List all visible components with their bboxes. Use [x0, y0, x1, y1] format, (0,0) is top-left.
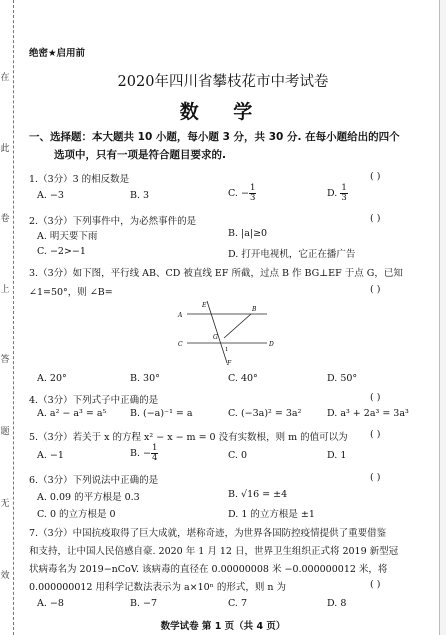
- question-4-text: 4.（3分）下列式子中正确的是: [29, 395, 159, 406]
- numerator: 1: [341, 183, 347, 193]
- q6-option-d: D. 1 的立方根是 ±1: [228, 509, 315, 520]
- q4-option-d: D. a³ + 2a³ = 3a³: [327, 408, 409, 419]
- answer-paren: ( ): [370, 171, 381, 182]
- question-2-text: 2.（3分）下列事件中，为必然事件的是: [29, 216, 197, 227]
- q7-option-d: D. 8: [327, 598, 347, 609]
- q3-option-c: C. 40°: [228, 373, 258, 384]
- q5-option-d: D. 1: [327, 450, 347, 461]
- geometry-figure: [175, 299, 285, 367]
- answer-paren: ( ): [370, 392, 381, 403]
- q5-option-c: C. 0: [228, 450, 248, 461]
- label-g: G: [213, 334, 218, 341]
- denominator: 4: [151, 453, 158, 463]
- label-c: C: [178, 341, 183, 348]
- answer-paren: ( ): [370, 213, 381, 224]
- q3-option-a: A. 20°: [37, 373, 67, 384]
- margin-char: 题: [0, 427, 10, 437]
- label-a: A: [178, 312, 183, 319]
- q6-option-a: A. 0.09 的平方根是 0.3: [37, 492, 140, 503]
- binding-line: [13, 0, 14, 635]
- numerator: 1: [249, 183, 256, 193]
- segment-bg: [224, 314, 251, 338]
- q6-option-b: B. √16 = ±4: [228, 489, 288, 500]
- subject-title: 数 学: [179, 101, 267, 123]
- q2-option-d: D. 打开电视机，它正在播广告: [228, 249, 356, 260]
- scrollbar[interactable]: [439, 0, 446, 635]
- q2-option-c: C. −2>−1: [37, 246, 86, 257]
- label-e: E: [202, 302, 207, 309]
- question-7-line-2: 和支持，让中国人民倍感自豪. 2020 年 1 月 12 日，世界卫生组织正式将 2019 新型冠: [29, 546, 399, 557]
- question-7-line-4: 0.000000012 用科学记数法表示为 a×10ⁿ 的形式，则 n 为: [29, 582, 287, 593]
- q2-option-b: B. |a|≥0: [228, 228, 268, 239]
- section-line-2: 选项中，只有一项是符合题目要求的.: [54, 149, 226, 161]
- answer-paren: ( ): [370, 284, 381, 295]
- numerator: 1: [151, 443, 158, 453]
- q4-option-c: C. (−3a)² = 3a²: [228, 408, 302, 419]
- fraction: [249, 184, 256, 203]
- q7-option-c: C. 7: [228, 598, 248, 609]
- label-angle-1: 1: [225, 347, 229, 353]
- denominator: 3: [249, 193, 256, 203]
- q1-option-d: [327, 184, 348, 203]
- margin-char: 答: [0, 355, 10, 365]
- answer-paren: ( ): [370, 579, 381, 590]
- margin-char: 效: [0, 571, 10, 581]
- section-line-1: 一、选择题：本大题共 10 小题，每小题 3 分，共 30 分. 在每小题给出的四个: [29, 131, 400, 143]
- label-d: D: [269, 341, 274, 348]
- q7-option-b: B. −7: [130, 598, 158, 609]
- q5-option-a: A. −1: [37, 450, 64, 461]
- line-ef: [207, 301, 227, 363]
- margin-char: 无: [0, 499, 10, 509]
- q1-option-b: B. 3: [130, 190, 150, 201]
- margin-char: 在: [0, 73, 10, 83]
- question-6-text: 6.（3分）下列说法中正确的是: [29, 475, 159, 486]
- margin-char: 上: [0, 285, 10, 295]
- q1-option-d-label: D.: [327, 188, 341, 199]
- margin-char: 卷: [0, 214, 10, 224]
- answer-paren: ( ): [370, 429, 381, 440]
- q1-option-c: [228, 184, 256, 203]
- q5-option-b-label: B. −: [130, 448, 151, 459]
- q4-option-a: A. a² − a³ = a⁵: [37, 408, 107, 419]
- q5-option-b: [130, 444, 158, 463]
- question-7-line-3: 状病毒名为 2019−nCoV. 该病毒的直径在 0.00000008 米 −0.000000012 米，将: [29, 564, 388, 575]
- question-5-text: 5.（3分）若关于 x 的方程 x² − x − m = 0 没有实数根，则 m 的值可以为: [29, 432, 348, 443]
- answer-paren: ( ): [370, 472, 381, 483]
- label-b: B: [252, 306, 257, 313]
- exam-title: 2020年四川省攀枝花市中考试卷: [117, 74, 329, 90]
- q4-option-b: B. (−a)⁻¹ = a: [130, 408, 193, 419]
- fraction: [340, 184, 347, 203]
- question-1-text: 1.（3分）3 的相反数是: [29, 174, 130, 185]
- denominator: 3: [341, 193, 347, 203]
- label-f: F: [227, 360, 232, 367]
- question-3-line-1: 3.（3分）如下图，平行线 AB、CD 被直线 EF 所截，过点 B 作 BG⊥EF 于点 G，已知: [29, 268, 403, 279]
- question-7-line-1: 7.（3分）中国抗疫取得了巨大成就，堪称奇迹，为世界各国防控疫情提供了重要借鉴: [29, 528, 387, 539]
- q7-option-a: A. −8: [37, 598, 64, 609]
- fraction: [151, 444, 158, 463]
- q2-option-a: A. 明天要下雨: [37, 231, 98, 242]
- q1-option-c-label: C. −: [228, 188, 249, 199]
- q3-option-d: D. 50°: [327, 373, 358, 384]
- q1-option-a: A. −3: [37, 190, 64, 201]
- question-3-line-2: ∠1=50°，则 ∠B=: [29, 287, 113, 298]
- secret-label: 绝密★启用前: [29, 48, 86, 59]
- section-heading: [29, 128, 419, 164]
- page-footer: 数学试卷 第 1 页（共 4 页）: [160, 621, 286, 632]
- q3-option-b: B. 30°: [130, 373, 160, 384]
- q6-option-c: C. 0 的立方根是 0: [37, 509, 116, 520]
- margin-char: 此: [0, 144, 10, 154]
